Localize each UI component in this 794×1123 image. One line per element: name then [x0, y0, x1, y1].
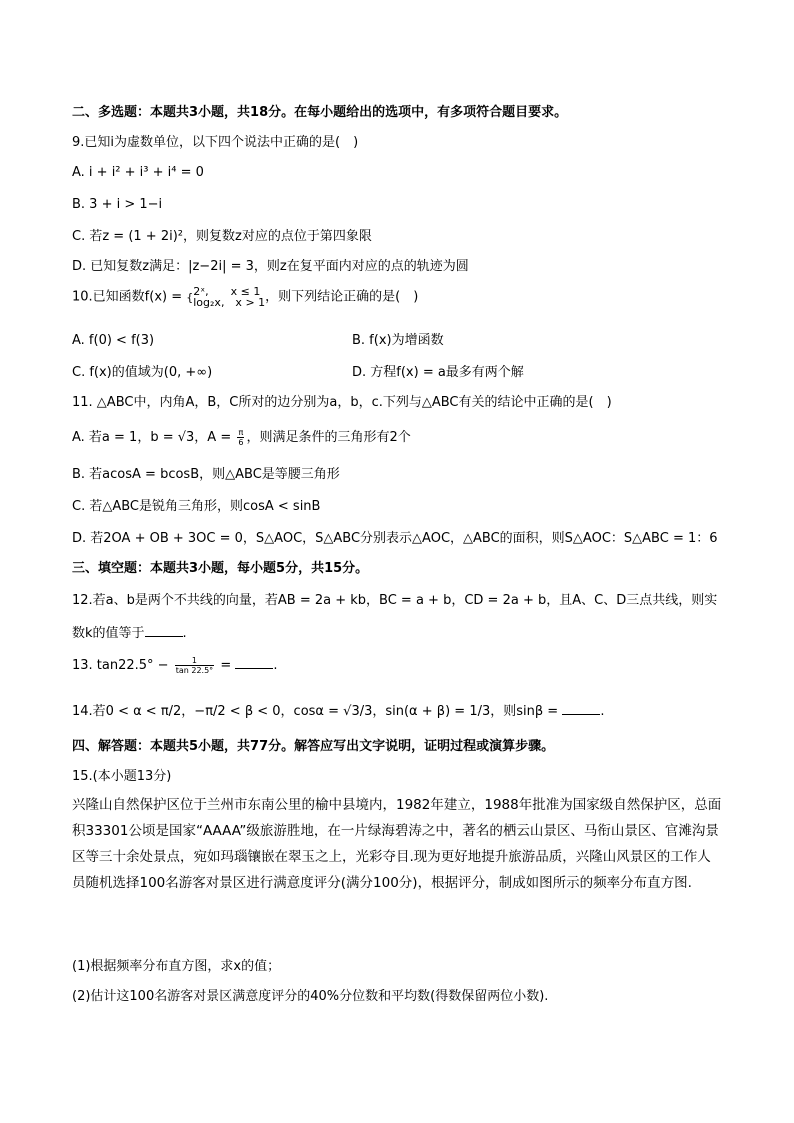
q10-pieces — [193, 286, 265, 308]
q11-a-pre: A. 若a = 1，b = √3，A = — [72, 430, 236, 445]
q14-answer-blank[interactable] — [562, 702, 600, 715]
q10-stem — [72, 286, 418, 308]
section-fill-blank: 三、填空题：本题共3小题，每小题5分，共15分。 — [72, 561, 369, 576]
q15-part2: (2)估计这100名游客对景区满意度评分的40%分位数和平均数(得数保留两位小数). — [72, 989, 549, 1004]
q13-den: tan 22.5° — [175, 666, 214, 675]
q11-a-frac — [237, 428, 244, 447]
q13-pre: 13. tan22.5° − — [72, 658, 173, 673]
q12-line2-post: . — [182, 626, 187, 641]
q10-piece2: log₂x, x > 1 — [193, 296, 266, 309]
q12-line2 — [72, 624, 187, 643]
q10-option-c: C. f(x)的值域为(0, +∞) — [72, 365, 213, 380]
q12-line1: 12.若a、b是两个不共线的向量，若AB = 2a + kb，BC = a + b，CD = 2a + b，且A、C、D三点共线，则实 — [72, 593, 718, 608]
q11-option-b: B. 若acosA = bcosB，则△ABC是等腰三角形 — [72, 467, 340, 482]
q9-stem: 9.已知i为虚数单位，以下四个说法中正确的是( ) — [72, 135, 359, 150]
q13 — [72, 656, 278, 675]
q12-answer-blank[interactable] — [145, 624, 183, 637]
q10-suffix: ，则下列结论正确的是( ) — [265, 289, 419, 305]
q11-a-den: 6 — [238, 438, 244, 447]
q14-end: . — [600, 704, 605, 719]
q12-line2-pre: 数k的值等于 — [72, 626, 145, 641]
q9-option-b: B. 3 + i > 1−i — [72, 197, 163, 212]
q13-post: = — [216, 658, 236, 673]
q13-frac — [175, 656, 214, 675]
q10-piece1: 2ˣ, x ≤ 1 — [193, 285, 261, 298]
q10-option-b: B. f(x)为增函数 — [352, 333, 444, 348]
q13-num: 1 — [175, 656, 214, 666]
q10-prefix: 10.已知函数f(x) = — [72, 289, 187, 305]
section-answer: 四、解答题：本题共5小题，共77分。解答应写出文字说明，证明过程或演算步骤。 — [72, 739, 555, 754]
q11-option-a — [72, 428, 411, 447]
q10-brace: { — [186, 290, 194, 304]
q9-option-a: A. i + i² + i³ + i⁴ = 0 — [72, 165, 204, 180]
q9-option-d: D. 已知复数z满足：|z−2i| = 3，则z在复平面内对应的点的轨迹为圆 — [72, 259, 469, 274]
q9-option-c: C. 若z = (1 + 2i)²，则复数z对应的点位于第四象限 — [72, 229, 372, 244]
q13-end: . — [273, 658, 278, 673]
q10-option-a: A. f(0) < f(3) — [72, 333, 155, 348]
q11-option-c: C. 若△ABC是锐角三角形，则cosA < sinB — [72, 499, 321, 514]
section-multi-choice: 二、多选题：本题共3小题，共18分。在每小题给出的选项中，有多项符合题目要求。 — [72, 105, 568, 120]
q15-paragraph: 兴隆山自然保护区位于兰州市东南公里的榆中县境内，1982年建立，1988年批准为国家级自然保护区，总面积33301公顷是国家“AAAA”级旅游胜地，在一片绿海碧涛之中，著名的栖云山景区、马衔山景区、官滩沟景区等三十余处景点，宛如玛瑙镶嵌在翠玉之上，光彩夺目.现为更好地提升旅游品质，兴隆山风景区的工作人员随机选择100名游客对景区进行满意度评分(满分100分)，根据评分，制成如图所示的频率分布直方图. — [72, 797, 722, 891]
q10-option-d: D. 方程f(x) = a最多有两个解 — [352, 365, 524, 380]
q11-stem: 11. △ABC中，内角A，B，C所对的边分别为a，b，c.下列与△ABC有关的结论中正确的是( ) — [72, 395, 612, 410]
q15-head: 15.(本小题13分) — [72, 769, 172, 784]
q11-a-num: π — [238, 428, 244, 437]
q15-part1: (1)根据频率分布直方图，求x的值； — [72, 959, 281, 974]
q13-answer-blank[interactable] — [235, 656, 273, 669]
q14 — [72, 702, 604, 721]
q11-a-post: ，则满足条件的三角形有2个 — [246, 430, 411, 445]
q14-text: 14.若0 < α < π/2，−π/2 < β < 0，cosα = √3/3，sin(α + β) = 1/3，则sinβ = — [72, 704, 563, 719]
q11-option-d: D. 若2OA + OB + 3OC = 0，S△AOC，S△ABC分别表示△AOC，△ABC的面积，则S△AOC：S△ABC = 1：6 — [72, 531, 718, 546]
